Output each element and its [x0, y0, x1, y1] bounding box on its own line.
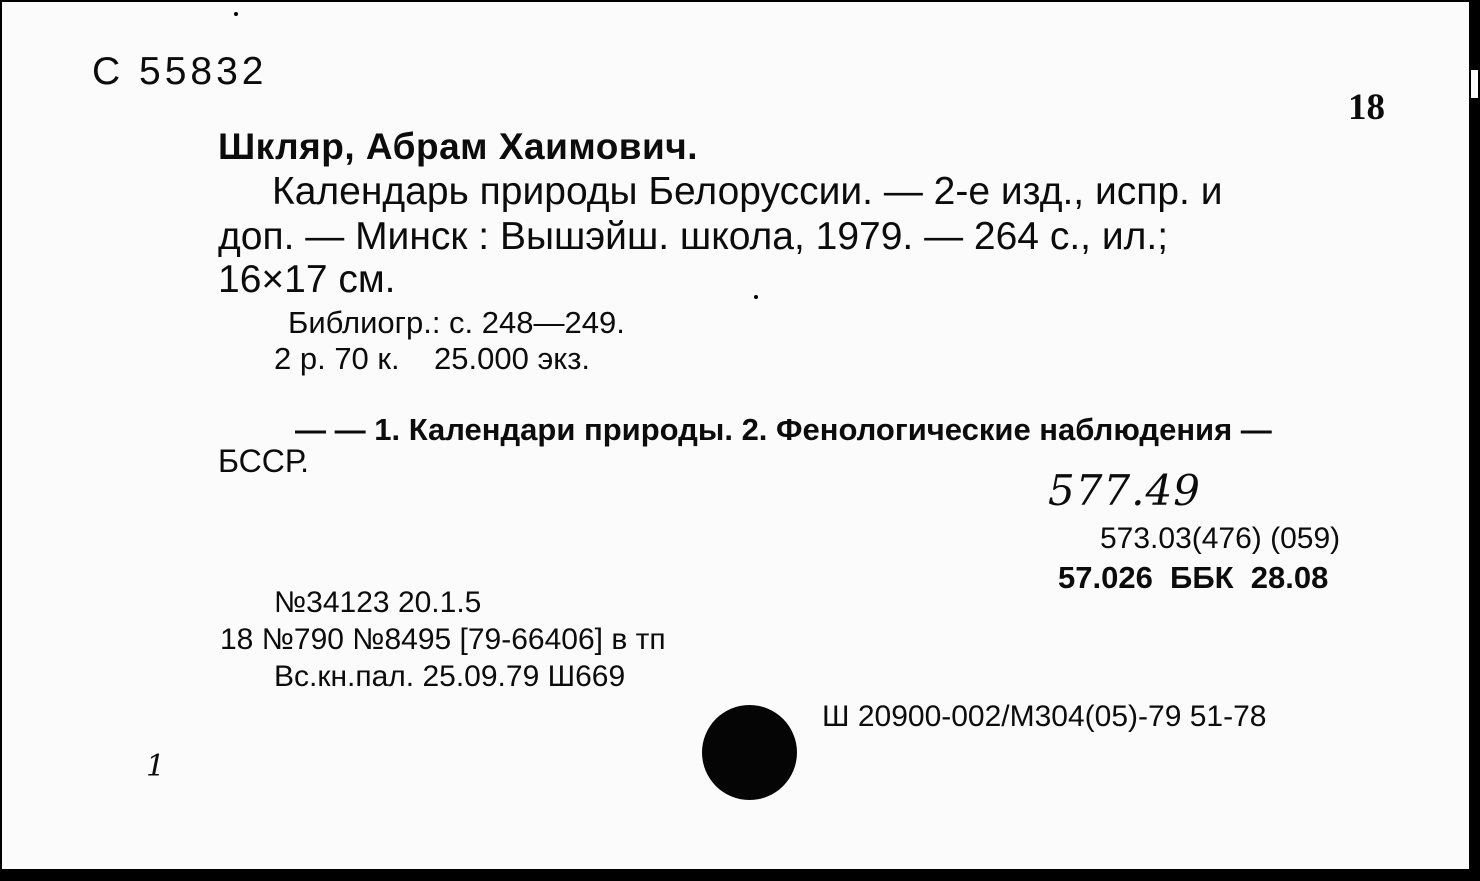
call-number: С 55832	[92, 50, 268, 93]
description-line-1: Календарь природы Белоруссии. — 2-е изд., испр. и	[272, 170, 1223, 213]
catalog-card	[2, 2, 1473, 869]
service-line-2: 18 №790 №8495 [79-66406] в тп	[220, 623, 666, 656]
handwritten-classification: 577.49	[1048, 466, 1201, 515]
bbk-index: 57.026 ББК 28.08	[1058, 560, 1329, 595]
bibliography-note: Библиогр.: с. 248—249.	[288, 305, 625, 340]
scan-edge-notch	[1471, 70, 1478, 98]
speck-mark	[754, 295, 758, 299]
subjects-line-1: — — 1. Календари природы. 2. Фенологические наблюдения —	[295, 412, 1272, 447]
service-line-3: Вс.кн.пал. 25.09.79 Ш669	[274, 660, 626, 693]
pencil-mark: 1	[146, 749, 166, 784]
scan-edge	[1471, 0, 1480, 881]
description-line-3: 16×17 см.	[218, 258, 396, 301]
series-code: Ш 20900-002/М304(05)-79 51-78	[822, 700, 1267, 733]
card-punch-hole	[702, 705, 797, 800]
description-line-2: доп. — Минск : Вышэйш. школа, 1979. — 264 с., ил.;	[218, 215, 1169, 258]
speck-mark	[234, 12, 238, 16]
card-number: 18	[1348, 87, 1385, 128]
udc-index: 573.03(476) (059)	[1100, 522, 1341, 555]
author-heading: Шкляр, Абрам Хаимович.	[218, 126, 699, 167]
subjects-line-2: БССР.	[218, 443, 310, 479]
service-line-1: №34123 20.1.5	[274, 586, 482, 619]
price-and-run: 2 р. 70 к. 25.000 экз.	[274, 341, 591, 376]
